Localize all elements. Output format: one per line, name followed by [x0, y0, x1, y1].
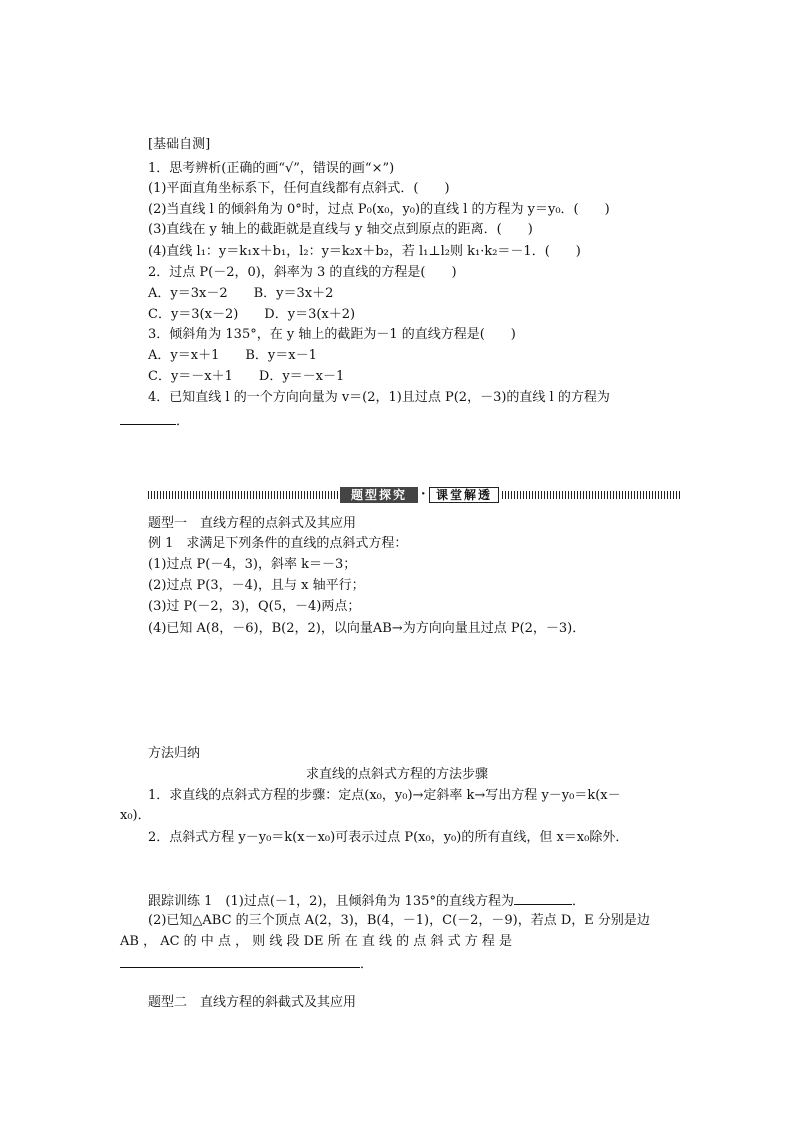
- banner-stripes-left: [148, 491, 338, 499]
- method-step-1: 1．求直线的点斜式方程的步骤：定点(x₀，y₀)→定斜率 k→写出方程 y－y₀＝k(x－: [148, 788, 621, 803]
- question-2: 2．过点 P(－2，0)，斜率为 3 的直线的方程是( ): [148, 265, 457, 280]
- question-4-answer-line: [120, 410, 189, 430]
- example-1-item-4: (4)已知 A(8，－6)，B(2，2)，以向量AB→为方向向量且过点 P(2，－3)．: [148, 621, 586, 636]
- method-heading: 方法归纳: [148, 746, 201, 761]
- question-1-item-2: (2)当直线 l 的倾斜角为 0°时，过点 P₀(x₀，y₀)的直线 l 的方程为 y＝y₀．( ): [148, 202, 610, 217]
- banner-label-class: 课堂解透: [429, 487, 499, 503]
- method-title: 求直线的点斜式方程的方法步骤: [305, 767, 488, 782]
- method-step-2: 2．点斜式方程 y－y₀＝k(x－x₀)可表示过点 P(x₀，y₀)的所有直线，但 x＝x₀除外．: [148, 830, 629, 845]
- practice-1-blank[interactable]: [514, 890, 572, 905]
- question-2-options-cd: C．y＝3(x－2) D．y＝3(x＋2): [148, 307, 356, 322]
- practice-1-answer-line: [120, 953, 373, 973]
- question-1: 1．思考辨析(正确的画“√”，错误的画“×”): [148, 161, 395, 176]
- type2-heading: 题型二 直线方程的斜截式及其应用: [148, 995, 357, 1010]
- practice-1-item-1: [148, 890, 585, 910]
- example-1-title: 例 1 求满足下列条件的直线的点斜式方程：: [148, 536, 408, 551]
- example-1-item-1: (1)过点 P(－4，3)，斜率 k＝－3；: [148, 557, 357, 572]
- question-1-item-4: (4)直线 l₁：y＝k₁x＋b₁，l₂：y＝k₂x＋b₂，若 l₁⊥l₂则 k₁·k₂＝－1．( ): [148, 244, 581, 259]
- answer-blank[interactable]: [120, 410, 176, 425]
- banner-stripes-right: [502, 491, 682, 499]
- question-3-options-ab: A．y＝x＋1 B．y＝x－1: [148, 348, 317, 363]
- practice-1-item-1-tail: ．: [571, 894, 585, 909]
- banner-label-explore: 题型探究: [340, 487, 418, 503]
- question-1-item-3: (3)直线在 y 轴上的截距就是直线与 y 轴交点到原点的距离．( ): [148, 222, 533, 237]
- question-4: 4．已知直线 l 的一个方向向量为 v＝(2，1)且过点 P(2，－3)的直线 l 的方程为: [148, 390, 610, 405]
- banner-separator: ·: [421, 487, 426, 502]
- method-step-1-cont: x₀)．: [120, 808, 151, 823]
- practice-1-item-2: (2)已知△ABC 的三个顶点 A(2，3)，B(4，－1)，C(－2，－9)，若点 D，E 分别是边: [148, 913, 650, 928]
- question-3-options-cd: C．y＝－x＋1 D．y＝－x－1: [148, 369, 345, 384]
- practice-2-blank[interactable]: [120, 953, 360, 968]
- self-test-heading: [基础自测]: [148, 137, 211, 152]
- type1-heading: 题型一 直线方程的点斜式及其应用: [148, 516, 357, 531]
- question-2-options-ab: A．y＝3x－2 B．y＝3x＋2: [148, 286, 334, 301]
- example-1-item-3: (3)过 P(－2，3)，Q(5，－4)两点；: [148, 599, 361, 614]
- practice-2-tail: ．: [360, 957, 374, 972]
- question-1-item-1: (1)平面直角坐标系下，任何直线都有点斜式．( ): [148, 181, 450, 196]
- question-3: 3．倾斜角为 135°，在 y 轴上的截距为－1 的直线方程是( ): [148, 327, 516, 342]
- answer-tail: ．: [176, 414, 190, 429]
- section-banner: [148, 487, 682, 503]
- practice-1-item-1-text: 跟踪训练 1 (1)过点(－1，2)，且倾斜角为 135°的直线方程为: [148, 894, 514, 909]
- practice-1-item-2-cont: AB ， AC 的 中 点 ， 则 线 段 DE 所 在 直 线 的 点 斜 式 方 程 是: [120, 934, 512, 949]
- example-1-item-2: (2)过点 P(3，－4)，且与 x 轴平行；: [148, 578, 365, 593]
